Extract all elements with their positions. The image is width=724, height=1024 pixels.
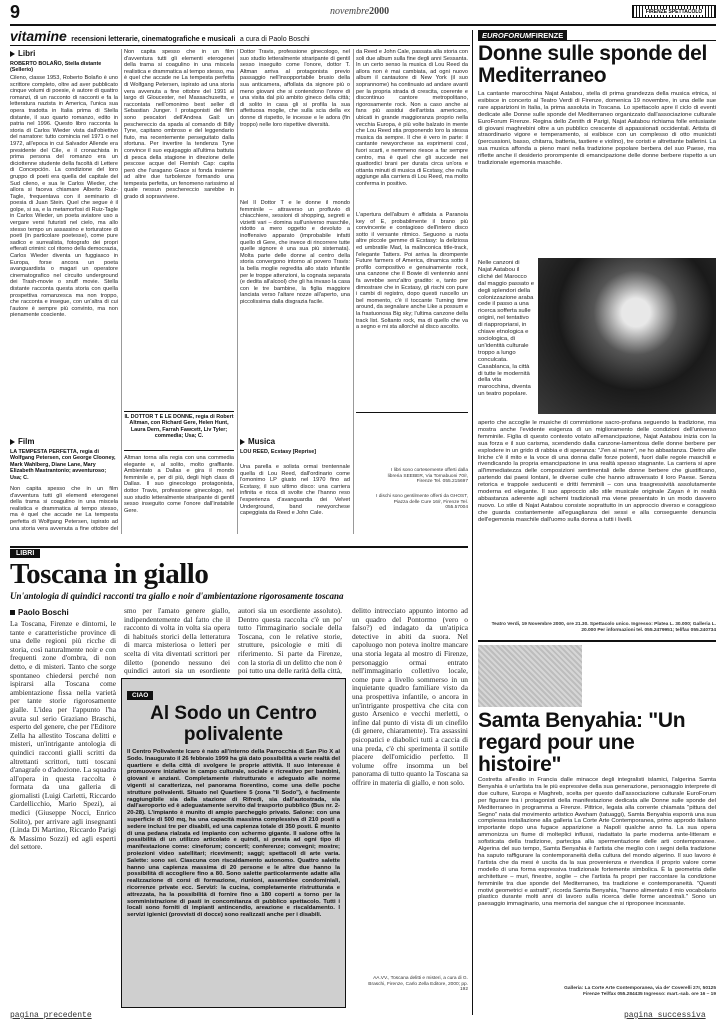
ilsodo-box: [121, 678, 346, 1008]
toscana-title: Toscana in giallo: [10, 558, 209, 590]
issue-month: novembre: [330, 6, 370, 17]
column-divider: [353, 49, 354, 534]
cast-review-text: Altman torna alla regia con una commedia elegante e, al solito, molto graffiante. Ambientato a Dallas e gira il mondo femminile e, per di più, degli high class di Dallas. Il suo ginecologo protagonista, dottor Travis, professione ginecologo, nel suo studio letteralmente straripante di gentil sesso inseguito come l'onore dall'instabile Gere.: [124, 455, 234, 514]
section-curator: a cura di Paolo Boschi: [239, 36, 310, 43]
musica-review-text: Una parella e solista ormai trentennale quella di Lou Reed, dall'ordinario come l'omonimo LP giusto nel 1970 fino ad Ecstasy, il suo ultimo disco: una carriera infinita e ricca di svolte che l'hanno reso l'esperienza d'avanguardia dei Velvet Underground, band newyorchese capeggiata da Reed e John Cale.: [240, 464, 350, 517]
thanks-rule: [356, 412, 468, 413]
issue-year: 2000: [369, 6, 390, 17]
next-page-link[interactable]: pagina successiva: [624, 1011, 706, 1020]
triangle-icon: [10, 439, 15, 445]
libri-book-title: ROBERTO BOLAÑO, Stella distante (Sellerio): [10, 61, 102, 74]
musica-heading: Musica: [240, 437, 275, 446]
cast-box: [124, 411, 234, 451]
toscana-text-col2: smo per l'amato genere giallo, indipendentemente dal fatto che il racconto di volta in volta sia opera di habitués storici della letteratura di marca misteriosa o letteri per scelta di vita diventati scrittori per diletto (ponendo nessuno dei quindici autori sia un esordiente: [124, 607, 230, 675]
triangle-icon: [10, 51, 15, 57]
page-divider: [472, 30, 473, 1015]
ecstasy-review-text-2: L'apertura dell'album è affidata a Paranoia key of E, probabilmente il brano più convincente e contagioso dell'intero disco sotto il versante ritmico. Seguono a ruota altre piccole gemme di Ecstasy: la deliziosa ed umbratile Mad, la malinconica title-track, l'elegante Tatters. Poi arriva la dirompente Future farmers of America, dinamica sotto il profilo compositivo e genuinamente rock, una canzone che il Bowie di ventennio anni fa avrebbe senz'altro gradito: e, tanto per dimostrare che in Ecstasy, gli rischi con pure i cambi di registro, dopo questi ruscello un bel momento, c'è il toccante Turning time around, da segnalare anche Like a possum e la frastuonosa Big sky; l'ultima canzone della track list. Soltanto rock, ma di quello che va a segno e mi sta allorché al disco ascolto.: [356, 212, 468, 331]
dottor-t-review-text: Dottor Travis, professione ginecologo, nel suo studio letteralmente straripante di gentil sesso inseguito come l'onore, dottor T. Altman arriva al protagonista previo passaggio nell'insopportabile brusio della sua anticamera, affollata da signore più o meno giovani che si contendono l'onore di una visita dal più ambito gineco della città; di solito in casa gli si profila la sua affettuosa moglie, che sulla scia della ex donne di rispetto, le incesse e le adora (fin troppo) nelle loro rispettive diversità.: [240, 49, 350, 128]
ilsodo-title: Al Sodo un Centro polivalente: [150, 703, 317, 745]
artwork-image: [478, 645, 582, 707]
toscana-text-col4: delitto intrecciato appunto intorno ad un quadro del Pontormo (vero o falso?) ed indagato da un'atipica detective in abiti da suora. Nel capoluogo non poteva inoltre mancare una storia legata al mostro di Firenze, personaggio ormai entrato nell'immaginario collettivo locale, come pure a livello sommerso in un inquietante quadro familiare visto da una prospettiva infantile, o ancora in un'intrigante prospettiva che cita con gusto Arsenico e vecchi merletti, o infine dal punto di vista di un cinefilo (di genere, chiaramente). Tra assassini psicopatici e diabolici tutti a caccia di una preda, c'è chi sperimenta il sottile piacere dell'omicidio perfetto. Il volume offre insomma un bel panorama di tutto quanto la Toscana sa offrire in materia di giallo, e non solo.: [352, 607, 468, 787]
samta-rule: [478, 640, 716, 642]
masthead-logo: FIRENZE SPETTACOLO: [632, 5, 716, 18]
libri-sponsor: I libri sono cortesemente offerti dalla libreria SEEBER, Via Tornabuoni 70/r, Firenze Tel. 055.215697: [387, 468, 468, 485]
toscana-author: Paolo Boschi: [10, 608, 69, 617]
toscana-tag: LIBRI: [10, 549, 40, 558]
section-title: vitamine: [10, 28, 67, 44]
donne-intro-text: La cantante marocchina Najat Aatabou, stella di prima grandezza della musica etnica, si esibisce in concerto al Teatro Verdi di Firenze, domenica 19 novembre, in una delle sue rare apparizioni in Italia, la prima assoluta in Toscana. Lo spettacolo apre il ciclo di eventi dedicate alle Donne sulle sponde del Mediterraneo organizzato dall'associazione culturale EuroForum Firenze. Regina dello Zenith di Parigi, Najat Aatabou richiama folle entusiaste di giovani maghrebini oltre a un pubblico crescente di appassionati occidentali. Artista di straordinario vigore e temperamento, si esibisce con un complesso di otto musicisti (percussioni, basso, chitarra, batteria, tastiere e violino), tre coristi e altrettante ballerini. La sua musica affonda a pieno mani nella tradizione popolare berbera del suo Paese, ma riflette anche il desiderio prorompente di emancipazione delle donne berbere rispetto a un tradizionale egemonia maschile.: [478, 91, 716, 167]
toscana-book-credit: AA.VV., Toscana delitti e misteri, a cura di G. Braschi, Firenze, Carlo Zella Editore, 2000; pp. 192: [368, 976, 468, 993]
dottor-t-review-text-2: Nel Il Dottor T e le donne il mondo femminile – attraverso un profluvio di chiacchiere, sessioni di shopping, segreti e vizietti vari – domina sull'universo maschile, ridotto a mero oggetto e devoluto a inoffensivo apparato (improbabile infatti quello di Gere, che invece di rincorrere tutte quelle signore è una sua più sistemata). Molta parte delle donne al centro della storia convergono intorno al povero Travis: la bella moglie regredita allo stato infantile per le troppe attenzioni, la cognata separata (e dedita all'alcool) che gli ha invaso la casa con le tre bambine, la figlia maggiore lanciata verso l'altare nozze all'aperto, una piccolissima dalla disgrazia facile.: [240, 200, 350, 305]
cast-box-text: IL DOTTOR T E LE DONNE, regia di Robert Altman, con Richard Gere, Helen Hunt, Laura Dern, Farrah Fawcett, Liv Tyler; commedia; Usa; C.: [124, 414, 234, 440]
column-divider: [237, 49, 238, 534]
libri-review-text: Cileno, classe 1953, Roberto Bolaño è uno scrittore completo, oltre ad aver pubblicato cinque volumi di poesie, è autore di quattro romanzi, di un racconto di racconti e fa la letteratura nazista in America, l'unica sua opera tradotta in Italia prima di Stella distante, il suo quarto romanzo, edito in patria nel 1996. Questo libro racconta la storia di Carlos Wieder vista dall'obiettivo del narratore: tutto comincia nel 1971 o nel 1972, all'epoca in cui Salvador Allende era presidente del Cile, e il cronachista in prima persona del romanzo era un diciottenne studente della facoltà di Lettere di Concepción. La condizione del loro gruppo di poeti era quella del capitale del Sud cileno, e sua le Carlos Wieder, che allora si faceva chiamare Alberto Ruiz-Tagle, frequentava con il seminario di poesia di Juan Stein. Quel che segue è il golpe, si sa, e la metamorfosi di Ruiz-Tagle in Carlos Wieder, un poeta aviatore uso a vergare versi futuristi nel cielo, ma allo stesso tempo un assassino e torturatore di poeti (in particolare poetesse), come pure sadico e surrealista, fotografo dei propri efferati crimini: col ritorno della democrazia, Carlos Wieder diventa un fuggiasco in Europa, forse ancora un poeta avanguardista o magari un operatore cinematografico nel circuito underground dei Trash-movie o snuff movie. Stella distante racconta questa storia con quella prospettiva romanzesca ma non troppo, che racconta e insegue, con un'altra di cui l'autore è sempre più convinto, ma non pienamente cosciente.: [10, 75, 118, 319]
toscana-subtitle: Un'antologia di quindici racconti tra giallo e noir d'ambientazione rigorosamente toscana: [10, 591, 344, 601]
euroforum-tag-b: FIRENZE: [531, 31, 564, 40]
film-title: LA TEMPESTA PERFETTA, regia di Wolfgang Petersen, con George Clooney, Mark Wahlberg, Diane Lane, Mary Elizabeth Mastrantonio; avventuroso; Usa; C.: [10, 449, 116, 481]
toscana-text-col3: autori sia un esordiente assoluto). Dentro questa raccolta c'è un po' tutto l'immaginario sociale della Toscana, con le relative storie, strutture, psicologie e miti di riferimento. Si parte da Firenze, con la storia di un delitto che non è poi tutto una delle rarità della città,: [238, 607, 342, 675]
libri-heading: Libri: [10, 49, 35, 58]
page-number: 9: [10, 2, 21, 22]
donne-info: Teatro Verdi, 19 Novembre 2000, ore 21.30. Spettacolo unico. Ingresso: Platea L. 30.000; Galleria L. 20.000 Per informazioni tel. 055.2479951; tel/fax 055.240734: [491, 622, 716, 633]
donne-main-text: aperto che accoglie le musiche di commistione sacro-profana seguendo la tradizione, ma mostra anche l'evidente esigenza di un miglioramento delle condizioni dell'universo femminile. Figlia di questo contesto votato all'emancipazione, Najat Aatabou inizia con la sua forza e il suo carisma, scendendo dalla canzone-lamentosa delle donne berbere per esplodere in un grido di rabbia e di speranza: "J'en ai marre", ne ho abbastanza. Dietro alle liriche c'è il mito e la voce di una donna dalle forze potenti, fuori dalle regole maschili e rivendicando la propria emancipazione in una realtà spesso stagnante. La carriera si apre all'immediatezza delle composizioni sentimentali delle donne berbere che giustificano, partendo dai paesi lontani, le diverse culle che hanno attraversato il loro Paese. Senza retorica e trappole seducenti e dritti femminili – con una trasgressività assolutamente moderna ed elegante. Il suo approccio allo stile musicale originale Zayan è in realtà abbastanza aderente agli schemi tradizionali ma viene presentato in un modo davvero nuovo. Lo stile di Najat Aatabou consiste soprattutto in un approccio diverso e coraggioso che guarda costantemente all'eguaglianza dei sessi e alla conseguente denuncia dell'egemonia maschile dall'uomo sulla donna a tutti i livelli.: [478, 420, 716, 523]
film-review-text: Non capita spesso che in un film d'avventura tutti gli elementi eterogenei della trama si coagulino in una miscela realistica e drammatica al tempo stesso, ma è quel che accade ne La tempesta perfetta di Wolfgang Petersen, ispirato ad una storia vera avvenuta a fine ottobre del 1991 al largo di Gloucester, nel Massachusetts, e raccontata nell'omonimo best seller di Sebastian Junger. I protagonisti del film sono pescatori dell'Andrea Gail: un peschereccio da spada al comando di Billy Tyne, capitano ombroso e del leggendario fiuto, ma recentemente perseguitato dalla sfortuna. Per invertire la tendenza Tyne convince il suo equipaggio all'ultima battuta di pesca della stagione in direzione delle pescose acque del Flemish Cap: capita però che l'uragano Grace si fonda insieme ad altre due turbolenze formando una tempesta perfetta, un fenomeno rarissimo al quale nessun peschereccio sarebbe in grado di sopravvivere.: [124, 49, 234, 201]
article-rule: [10, 546, 468, 548]
column-divider: [121, 49, 122, 534]
euroforum-rule: [478, 40, 716, 41]
film-heading: Film: [10, 437, 34, 446]
section-subtitle: recensioni letterarie, cinematografiche e musicali: [71, 36, 236, 43]
previous-page-link[interactable]: pagina precedente: [10, 1011, 92, 1020]
film-review-text-start: Non capita spesso che in un film d'avventura tutti gli elementi eterogenei della trama si coagulino in una miscela realistica e drammatica al tempo stesso, ma è quel che accade ne La tempesta perfetta di Wolfgang Petersen, ispirato ad una storia vera avvenuta a fine ottobre del: [10, 486, 118, 532]
square-bullet-icon: [10, 610, 15, 615]
ilsodo-text: Il Centro Polivalente Icaro è nato all'interno della Parrocchia di San Pio X al Sodo. Inaugurato il 26 febbraio 1999 ha già dato possibilità a varie realtà del quartiere e della città di svolgere le proprie attività. Il suo interesse è promuovere iniziative in campo culturale, sociale e ricreativo per bambini, giovani e anziani. Completamente ristrutturato e adeguato alle norme vigenti si caratterizza, nel panorama fiorentino, come una delle poche strutture polivalenti. Situato nel Quartiere 5 (zona "Il Sodo"), è facilmente raggiungibile sia dalla stazione di Rifredi, sia dall'autostrada, sia dall'aeroporto ed è adeguatamente servito dal trasporto pubblico (Bus nr. 2-20-28). L'impianto è munito di ampio parcheggio privato. Salone: con una superficie di 500 mq, ha una capacità massima complessiva di 210 posti a sedere inclusi tre per disabili, ed una capienza totale di 350 posti. È munito di una pedana rialzata ed impianto con schermo gigante. Il salone offre la possibilità di un utilizzo articolato e quindi, si presta ad ogni tipo di manifestazione come: cineforum; concerti; conferenze; convegni; mostre; proiezioni video satellitari; ricevimenti; saggi; spettacoli di arte varia. Salette: sono sei. Ciascuna con riscaldamento autonomo. Quattro salette hanno una capienza massima di 20 persone e le altre due hanno la possibilità di accogliere fino a 80. Sono salette particolarmente adatte alla realizzazione di corsi di formazione, riunioni, assemblee condominiali, ricorrenze private ecc. Servizi: la cucina, completamente ristrutturata e attrezzata, ha la possibilità di fornire fino a 180 coperti a torno per la somministrazione di pasti in concomitanza di pubblico spettacolo. Tutti i locali sono forniti di impianti antincendio, areazione e riscaldamento. I servizi igienici (provvisti di docce) sono realizzati anche per i disabili.: [127, 749, 340, 919]
section-header: [10, 28, 310, 46]
donne-side-text: Nelle canzoni di Najat Aatabou il cliché del Marocco dal maggio passato e degli splendori della colonizzazione araba cede il passo a una ricerca sofferta sulle origini, nel tentativo di riappropriarsi, in chiave etnologica e sociologica, di un'identità culturale troppo a lungo conculcata. Casablanca, la città di tutte le modernità della vita marocchina, diventa un teatro popolare.: [478, 260, 534, 398]
toscana-text-col1: La Toscana, Firenze e dintorni, le tante e caratteristiche province di una delle regioni più ricche di storia, così naturalmente noir e con frequenti zone d'ombra, di non detto, e di misteri. Tanto che sorge spontaneo chiedersi perché non ispirarsi alla Toscana come ambientazione fissa nella varietà per tante storie rigorosamente gialle. L'idea per l'appunto l'ha avuta sul serio Graziano Braschi, esperto del genere, che per l'Editore Zella ha allestito Toscana delitti e misteri, un'intrigante antologia di quindici racconti gialli scritti da altrettanti scrittori, tutti toscani d'anagrafe o d'adozione. La squadra all'opera in questa raccolta è formata da una galleria di giornalisti (Luigi Carletti, Riccardo Cardellicchio, Mario Spezi), ai medici (Giuseppe Nocci, Enrico Solito), per arrivare agli insegnanti (Linda Di Martino, Riccardo Parigi & Massimo Sozzi) ed agli esperti del settore.: [10, 620, 116, 852]
header-rule: [10, 24, 716, 26]
donne-title: Donne sulle sponde del Mediterraneo: [478, 42, 708, 87]
euroforum-tag-a: EUROFORUM: [482, 31, 532, 40]
ilsodo-tag: CIAO: [127, 691, 153, 700]
samta-title: Samta Benyahia: "Un regard pour une histoire": [478, 709, 686, 776]
ecstasy-review-text: da Reed e John Cale, passata alla storia con soli due album sulla fine degli anni Sessanta. In un certo senso la musica di Lou Reed da allora non è mai cambiata, ad ogni nuovo album il cantautore di New York (il suo soprannome) ha continuato ad andare avanti per la propria strada di crescita, coerente e discontinuo cantore metropolitano, rigorosamente rock. Non a caso anche ai fans più assidui dell'artista americano, ubicati in grande maggioranza proprio nella vecchia Europa, è più volte balzato in mente che Lou Reed stia proponendo loro la stessa musica da sempre. Il che è vero in parte: il cantante newyorchese sa esprimersi così, fuori scarti, e nemmeno riesce a far sempre centro, ma è quel che gli succede nei quattordici brani per durata circa un'ora e ottanta minuti di musica di Ecstasy, che nulla aggiunge alla carriera di Lou Reed, ma molto conferma in positivo.: [356, 49, 468, 187]
musica-title: LOU REED, Ecstasy [Reprise]: [240, 449, 317, 455]
triangle-icon: [240, 439, 245, 445]
samta-credit: Galleria: La Corte Arte Contemporanea, via de' Coverelli 27r, 50125 Firenze Tel/fax 055.284435 Ingresso: mart.-sab. ore 16 – 19: [564, 986, 716, 997]
samta-text: Costretta all'esilio in Francia dalle minacce degli integralisti islamici, l'algerina Samta Benyahia è un'artista tra le più espressive della sua generazione, personaggio interprete di due culture, Europa e Maghreb, scelta per questo dall'associazione culturale EuroForum per figurare tra i protagonisti della manifestazione dedicata alle Donne sulle sponde del Mediterraneo in programma a Firenze. Pittrice, legata alla corrente chiamata "pittura del Segno" nata dal movimento artistico Awsham (tatuaggi), Samta Benyahia esporrà una sua complessa installazione alla galleria La Corte Arte Contemporanea, primo approdo italiano importante dopo una fugace apparizione a Napoli qualche anno fa. La sua opera ammonizza un fiume di molteplici influssi, riadattato la parte moderna ante-litteram e sofisticata della tradizione, partecipa alla spermentazione delle arti contemporanee. Algerina del suo tempo, Samta Benyahia è l'artista che meglio con i segni della tradizione ha saputo raffigurare la contemporaneità della cultura del mondo algerino. Il suo lavoro è l'artista che da mesi è uscita da la sua provenienza e rivendica il proprio valore come modello di una forma espressiva tradizionale fortemente simbolica. È la geometria delle architetture – muri, finestre, soglie – che l'artista fa propri per raccontare la condizione femminile tra due sponde del Mediterraneo, tra tradizione e contemporaneità. "Questi motivi geometrici e astratti", ricorda Samta Benyahia, "hanno alimentato il mio vocabolario plastico durante molti anni di lavoro sulla ricerca delle forme ancestrali." Sono un paesaggio immaginario, una memoria del sangue che si riproponee incessante.: [478, 777, 716, 908]
najat-aatabou-photo: [538, 258, 716, 414]
issue-date: [330, 6, 389, 17]
section-rule: [10, 45, 470, 46]
dischi-sponsor: I dischi sono gentilmente offerti da GHOST, Piazza delle Cure 16/r, Firenze Tel. 055.57004: [376, 494, 468, 511]
